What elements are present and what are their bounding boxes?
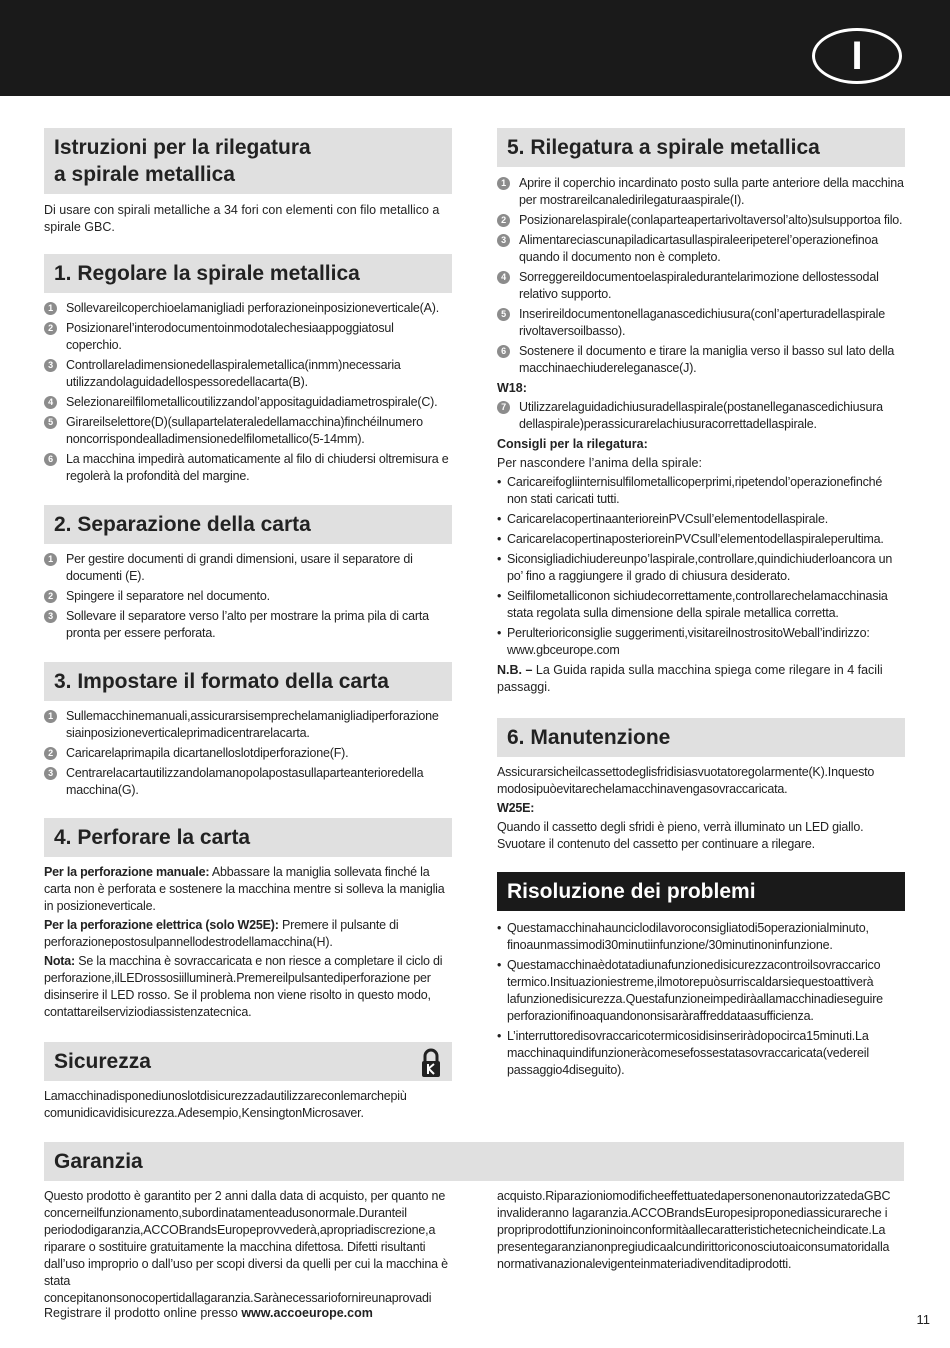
list-item: 3 Alimentareciascunapiladicartasullaspiraleeripeterel’operazionefinoa quando il documento non è completo. (497, 232, 905, 266)
warranty-heading: Garanzia (44, 1142, 904, 1181)
list-item: 1 Per gestire documenti di grandi dimensioni, usare il separatore di documenti (E). (44, 551, 452, 585)
step-number-icon: 5 (497, 308, 510, 321)
list-item: 4 Selezionareilfilometallicoutilizzandol’appositaguidadiametrospirale(C). (44, 394, 452, 411)
list-item: 6 La macchina impedirà automaticamente al filo di chiudersi oltremisura e regolerà la profondità del margine. (44, 451, 452, 485)
troubleshooting-heading: Risoluzione dei problemi (497, 872, 905, 911)
section-2-list (44, 551, 452, 645)
section-5-list (497, 175, 905, 698)
list-item: • Perulterioriconsiglie suggerimenti,visitareilnostrositoWeball’indirizzo: www.gbceurope.com (497, 625, 905, 659)
list-item: 5 Inserireildocumentonellaganascedichiusura(conl’aperturadellaspirale rivoltaversoilbasso). (497, 306, 905, 340)
register-link[interactable]: www.accoeurope.com (241, 1306, 373, 1320)
step-number-icon: 1 (497, 177, 510, 190)
list-item: 7 Utilizzarelaguidadichiusuradellaspirale(postanelleganascedichiusura dellaspirale)perassicurarelachiusuracorrettadellaspirale. (497, 399, 905, 433)
list-item: 3 Centrarelacartautilizzandolamanopolapostasullaparteanterioredella macchina(G). (44, 765, 452, 799)
list-item: 2 Spingere il separatore nel documento. (44, 588, 452, 605)
safety-text: Lamacchinadisponediunoslotdisicurezzadautilizzareconlemarchepiù comunidicavidisicurezza.Adesempio,KensingtonMicrosaver. (44, 1089, 407, 1120)
list-item: 2 Caricarelaprimapila dicartanelloslotdiperforazione(F). (44, 745, 452, 762)
nb-paragraph: N.B. – La Guida rapida sulla macchina spiega come rilegare in 4 facili passaggi. (497, 663, 883, 694)
tips-intro: Per nascondere l’anima della spirale: (497, 456, 702, 470)
list-item: 4 Sorreggereildocumentoelaspiraledurantelarimozione dellostessodal relativo supporto. (497, 269, 905, 303)
section-4-heading: 4. Perforare la carta (44, 818, 452, 857)
step-number-icon: 3 (44, 359, 57, 372)
intro-heading: Istruzioni per la rilegatura a spirale metallica (44, 128, 452, 194)
list-item: 5 Girareilselettore(D)(sullapartelateraledellamacchina)finchéilnumero noncorrispondealladimensionedelfilometallico(5-14mm). (44, 414, 452, 448)
step-number-icon: 2 (44, 590, 57, 603)
list-item: 1 Sollevareilcoperchioelamanigliadi perforazioneinposizioneverticale(A). (44, 300, 452, 317)
list-item: • L’interruttoredisovraccaricotermicosidisinseriràdopocirca15minuti.La macchinaquindifunzioneràcomesefossestatasovraccaricata(vedereil passaggio4diseguito). (497, 1028, 905, 1079)
list-item: • Siconsigliadichiudereunpo’laspirale,controllare,quindichiuderloancora un po’ fino a raggiungere il grado di chiusura desiderato. (497, 551, 905, 585)
step-number-icon: 7 (497, 401, 510, 414)
list-item: 1 Aprire il coperchio incardinato posto sulla parte anteriore della macchina per mostrareilcanaledirilegaturaaspirale(I). (497, 175, 905, 209)
list-item: • CaricarelacopertinaposterioreinPVCsull’elementodellaspiraleperultima. (497, 531, 905, 548)
w25e-label: W25E: (497, 801, 535, 815)
section-6-heading: 6. Manutenzione (497, 718, 905, 757)
step-number-icon: 2 (44, 747, 57, 760)
language-badge: I (812, 28, 902, 84)
section-1-heading: 1. Regolare la spirale metallica (44, 254, 452, 293)
section-5-heading: 5. Rilegatura a spirale metallica (497, 128, 905, 167)
list-item: 2 Posizionarelaspirale(conlaparteapertarivoltaversol’alto)sulsupportoa filo. (497, 212, 905, 229)
w18-label: W18: (497, 381, 527, 395)
list-item: 1 Sullemacchinemanuali,assicurarsisemprechelamanigliadiperforazione siainposizioneverticaleprimadicentrarelacarta. (44, 708, 452, 742)
electric-punch-paragraph: Per la perforazione elettrica (solo W25E): Premere il pulsante di perforazionepostosulpannellodestrodellamacchina(H). (44, 918, 399, 949)
section-1-list (44, 300, 452, 488)
step-number-icon: 3 (44, 767, 57, 780)
section-3-heading: 3. Impostare il formato della carta (44, 662, 452, 701)
page-number: 11 (916, 1312, 930, 1327)
troubleshooting-list (497, 920, 905, 1082)
list-item: • Caricareifogliinternisulfilometallicoperprimi,ripetendol’operazionefinché non stati caricati tutti. (497, 474, 905, 508)
step-number-icon: 1 (44, 302, 57, 315)
step-number-icon: 2 (497, 214, 510, 227)
step-number-icon: 1 (44, 710, 57, 723)
section-4-text (44, 864, 452, 1023)
step-number-icon: 6 (44, 453, 57, 466)
manual-punch-paragraph: Per la perforazione manuale: Abbassare la maniglia sollevata finché la carta non è perforata e sostenere la macchina mentre si solleva la maniglia in posizioneverticale. (44, 865, 445, 913)
step-number-icon: 2 (44, 322, 57, 335)
warranty-text-right: acquisto.RiparazioniomodificheeffettuatedapersonenonautorizzatedaGBC invalideranno lagaranzia.ACCOBrandsEuropesiproponediassicurareche i propriprodottifunzioninoinconformitàallecaratteristichetecnicheindicate.La presentegaranzianonpregiudicaalcundirittoriconosciutoaiconsumatoridalla normativanazionalevigenteinmateriadivenditadiprodotti. (497, 1189, 891, 1271)
list-item: • CaricarelacopertinaanteriorеinPVCsull’elementodellaspirale. (497, 511, 905, 528)
list-item: 6 Sostenere il documento e tirare la maniglia verso il basso sul lato della macchinaechiudereleganasce(J). (497, 343, 905, 377)
section-6-text: Assicurarsicheilcassettodeglisfridisiasvuotatoregolarmente(K).Inquesto modosipuòevitarechelamacchinavengasovraccaricata. W25E: Quando il cassetto degli sfridi è pieno, verrà illuminato un LED giallo. Svuotare il contenuto del cassetto per continuare a rilegare. (497, 764, 905, 855)
kensington-lock-icon (420, 1048, 442, 1078)
step-number-icon: 5 (44, 416, 57, 429)
tips-label: Consigli per la rilegatura: (497, 437, 648, 451)
section-2-heading: 2. Separazione della carta (44, 505, 452, 544)
register-note: Registrare il prodotto online presso www.accoeurope.com (44, 1306, 373, 1320)
step-number-icon: 3 (497, 234, 510, 247)
step-number-icon: 4 (497, 271, 510, 284)
note-paragraph: Nota: Se la macchina è sovraccaricata e non riesce a completare il ciclo di perforazione,ilLEDrossosiilluminerà.Premereilpulsantediperforazione per disinserire il LED rosso. Se il problema non viene risolto in questo modo, contattareilserviziodiassistenzatecnica. (44, 954, 443, 1019)
section-3-list (44, 708, 452, 802)
step-number-icon: 1 (44, 553, 57, 566)
list-item: • Questamacchinaèdotatadiunafunzionedisicurezzacontroilsovraccarico termico.Insituazioniestreme,ilmotorepuòsurriscaldarsiequestoattiverà lafunzionedisicurezza.Questafunzioneimpediràallamacchinadieseguire perforazionifinoaquandononsisaràraffreddataasufficienza. (497, 957, 905, 1025)
top-banner (0, 0, 950, 96)
safety-heading: Sicurezza (44, 1042, 452, 1081)
list-item: 3 Sollevare il separatore verso l’alto per mostrare la prima pila di carta pronta per essere perforata. (44, 608, 452, 642)
list-item: 2 Posizionarel’interodocumentoinmodotalechesiaappoggiatosul coperchio. (44, 320, 452, 354)
list-item: 3 Controllareladimensionedellaspiralemetallica(inmm)necessaria utilizzandolaguidadellospessoredellacarta(B). (44, 357, 452, 391)
step-number-icon: 3 (44, 610, 57, 623)
step-number-icon: 4 (44, 396, 57, 409)
intro-text: Di usare con spirali metalliche a 34 fori con elementi con filo metallico a spirale GBC. (44, 203, 440, 234)
warranty-text-left: Questo prodotto è garantito per 2 anni dalla data di acquisto, per quanto ne concerneilfunzionamento,subordinatamenteadusonormale.Duranteil periododigaranzia,ACCOBrandsEuropeprovvederà,apropriadiscrezione,a riparare o sostituire gratuitamente la macchina difettosa. Difetti risultanti dall’uso improprio o dall’uso per scopi diversi da quelli per cui la macchina è stata concepitanonsonocopertidallagaranzia.Sarànecessariofornireunaprovadi (44, 1189, 448, 1305)
list-item: • Questamacchinahaunciclodilavoroconsigliatodi5operazionialminuto, finoaunmassimodi30minutiinfunzione/30minutinoninfunzione. (497, 920, 905, 954)
list-item: • Seilfilometalliconon sichiudecorrettamente,controllarechelamacchinasia stata regolata sulla dimensione della spirale metallica corretta. (497, 588, 905, 622)
step-number-icon: 6 (497, 345, 510, 358)
